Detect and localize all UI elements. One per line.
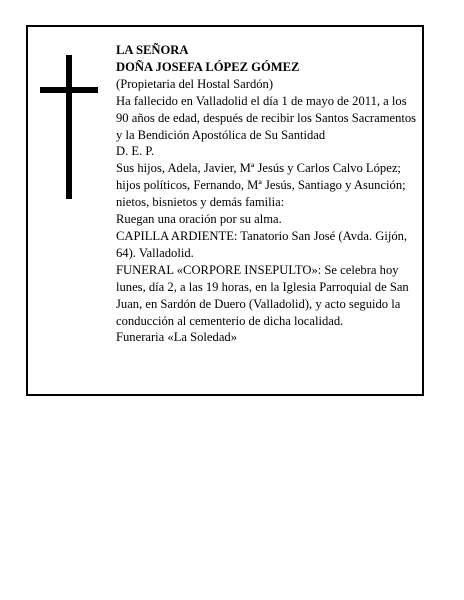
funeral-info: FUNERAL «CORPORE INSEPULTO»: Se celebra hoy lunes, día 2, a las 19 horas, en la Iglesia Parroquial de San Juan, en Sardón de Duero (Valladolid), y acto seguido la conducción al cementerio de dicha localidad. <box>116 262 409 328</box>
funeral-home: Funeraria «La Soledad» <box>116 330 237 345</box>
cross-horizontal-bar <box>40 87 98 93</box>
obituary-notice <box>26 25 424 396</box>
latin-cross-icon <box>40 55 100 199</box>
prayer-request: Ruegan una oración por su alma. <box>116 212 282 227</box>
deceased-occupation: (Propietaria del Hostal Sardón) <box>116 76 274 91</box>
death-notice: Ha fallecido en Valladolid el día 1 de mayo de 2011, a los 90 años de edad, después de recibir los Santos Sacramentos y la Bendición Apostólica de Su Santidad <box>116 93 417 142</box>
chapel-info: CAPILLA ARDIENTE: Tanatorio San José (Avda. Gijón, 64). Valladolid. <box>116 228 408 260</box>
family-list: Sus hijos, Adela, Javier, Mª Jesús y Carlos Calvo López; hijos políticos, Fernando, Mª Jesús, Santiago y Asunción; nietos, bisnietos y demás familia: <box>116 161 406 210</box>
obituary-text <box>116 42 422 346</box>
cross-vertical-bar <box>66 55 72 199</box>
heading-title: LA SEÑORA <box>116 43 189 57</box>
rip-text: D. E. P. <box>116 144 155 159</box>
deceased-name: DOÑA JOSEFA LÓPEZ GÓMEZ <box>116 59 300 74</box>
